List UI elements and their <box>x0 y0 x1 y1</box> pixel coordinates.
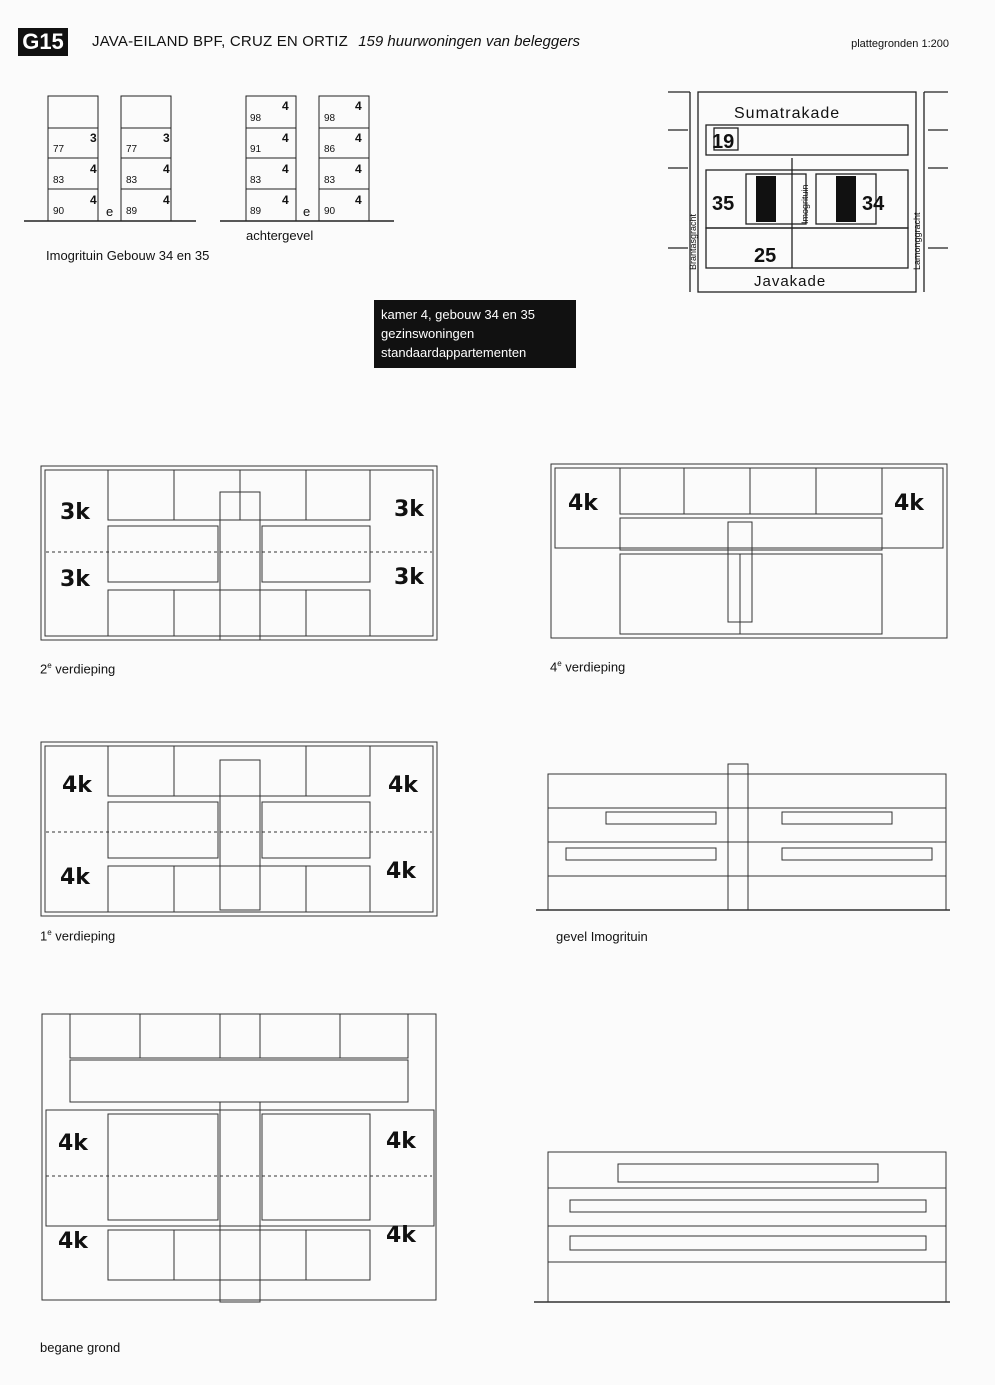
section-cell: 89 <box>126 206 138 217</box>
section-cell: 91 <box>250 144 262 155</box>
rear-elevation <box>534 1150 950 1306</box>
room-label: 4k <box>60 865 90 890</box>
room-label: 4k <box>58 1229 88 1254</box>
floor4-caption <box>550 659 625 674</box>
info-line: standaardappartementen <box>381 345 527 360</box>
caption-number: 2 <box>40 661 48 677</box>
section-cell: 4 <box>355 131 362 145</box>
caption-sup: e <box>557 659 562 668</box>
street-brantasgracht: Brantasgracht <box>688 213 698 270</box>
floor-plan-2 <box>40 464 440 644</box>
section-cell: 4 <box>163 193 170 207</box>
floor2-caption <box>40 661 115 676</box>
entrance-label: e <box>106 204 114 219</box>
section-cell: 4 <box>355 99 362 113</box>
room-label: 4k <box>386 1223 416 1248</box>
site-map <box>668 88 950 296</box>
caption-number: 4 <box>550 659 558 675</box>
section-cell: 4 <box>282 162 289 176</box>
room-label: 4k <box>58 1131 88 1156</box>
building-label-35: 35 <box>712 193 735 215</box>
section-cell: 77 <box>53 144 65 155</box>
room-label: 4k <box>894 491 924 516</box>
scale-label: plattegronden 1:200 <box>851 38 949 50</box>
room-label: 4k <box>568 491 598 516</box>
room-label: 4k <box>388 773 418 798</box>
section-cell: 3 <box>163 131 170 145</box>
building-label-19: 19 <box>712 131 735 153</box>
section-cell: 4 <box>282 99 289 113</box>
entrance-label: e <box>303 204 311 219</box>
facade-caption: gevel Imogrituin <box>556 929 648 944</box>
info-line: kamer 4, gebouw 34 en 35 <box>381 307 535 322</box>
caption-number: 1 <box>40 928 48 944</box>
ground-caption: begane grond <box>40 1340 121 1355</box>
building-label-34: 34 <box>862 193 885 215</box>
facade-elevation <box>536 762 950 914</box>
room-label: 3k <box>60 567 90 592</box>
section-cell: 4 <box>282 193 289 207</box>
section-cell: 89 <box>250 206 262 217</box>
section-cell: 98 <box>324 113 336 124</box>
caption-text: verdieping <box>561 659 626 675</box>
section-cell: 4 <box>90 193 97 207</box>
section-cell: 4 <box>90 162 97 176</box>
section-cell: 86 <box>324 144 336 155</box>
section-cell: 83 <box>126 175 138 186</box>
project-subtitle: 159 huurwoningen van beleggers <box>358 33 581 50</box>
section-cell: 83 <box>250 175 262 186</box>
room-label: 3k <box>394 565 424 590</box>
room-label: 3k <box>60 500 90 525</box>
caption-text: verdieping <box>51 928 116 944</box>
room-label: 4k <box>386 1129 416 1154</box>
room-label: 4k <box>62 773 92 798</box>
section-caption: Imogrituin Gebouw 34 en 35 <box>46 248 210 263</box>
section-cell: 77 <box>126 144 138 155</box>
project-name: JAVA-EILAND BPF, CRUZ EN ORTIZ <box>92 33 349 50</box>
section-cell: 98 <box>250 113 262 124</box>
building-label-25: 25 <box>754 245 777 267</box>
floor-plan-1 <box>40 740 440 920</box>
section-cell: 4 <box>355 193 362 207</box>
section-cell: 90 <box>324 206 336 217</box>
section-cell: 4 <box>282 131 289 145</box>
caption-sup: e <box>47 928 52 937</box>
room-label: 4k <box>386 859 416 884</box>
street-lamonggracht: Lamonggracht <box>912 212 922 270</box>
section-cell: 83 <box>324 175 336 186</box>
street-imogrituin: Imogrituin <box>800 184 810 224</box>
floor-plan-4 <box>550 462 950 642</box>
section-cell: 3 <box>90 131 97 145</box>
caption-sup: e <box>47 661 52 670</box>
info-box <box>374 300 576 368</box>
achtergevel-caption: achtergevel <box>246 228 314 243</box>
section-cell: 4 <box>355 162 362 176</box>
floor1-caption <box>40 928 115 943</box>
room-label: 3k <box>394 497 424 522</box>
section-cell: 4 <box>163 162 170 176</box>
info-line: gezinswoningen <box>381 326 475 341</box>
ground-floor-plan <box>40 1004 440 1306</box>
page-badge: G15 <box>18 28 68 56</box>
page-title <box>92 33 580 50</box>
section-cell: 83 <box>53 175 65 186</box>
caption-text: verdieping <box>51 661 116 677</box>
section-diagram <box>20 90 400 230</box>
street-sumatrakade: Sumatrakade <box>734 105 841 122</box>
section-cell: 90 <box>53 206 65 217</box>
street-javakade: Javakade <box>754 273 827 290</box>
